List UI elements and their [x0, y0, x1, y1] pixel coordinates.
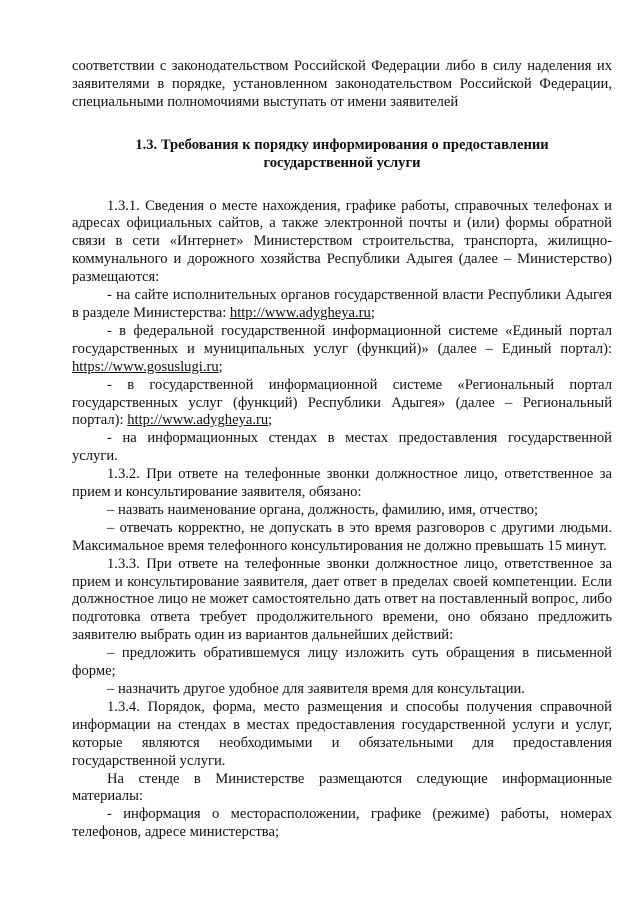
paragraph-1-3-3-item-a: – предложить обратившемуся лицу изложить суть обращения в письменной форме;	[72, 645, 612, 680]
bullet-info-stands: - на информационных стендах в местах предоставления государственной услуги.	[72, 430, 612, 465]
paragraph-1-3-2: 1.3.2. При ответе на телефонные звонки должностное лицо, ответственное за прием и консультирование заявителя, обязано:	[72, 466, 612, 501]
paragraph-1-3-2-item-b: – отвечать корректно, не допускать в это время разговоров с другими людьми. Максимальное время телефонного консультирования не должно превышать 15 минут.	[72, 519, 612, 554]
paragraph-1-3-2-item-a: – назвать наименование органа, должность, фамилию, имя, отчество;	[107, 501, 539, 518]
document-body	[72, 58, 612, 842]
section-heading-line-2: государственной услуги	[263, 154, 421, 171]
adygheya-link[interactable]: http://www.adygheya.ru	[229, 304, 371, 321]
bullet-text: - в государственной информационной системе «Региональный портал государственных услуг (функций) Республики Адыгея» (далее – Региональный портал):	[72, 376, 612, 429]
gosuslugi-link[interactable]: https://www.gosuslugi.ru	[72, 358, 219, 375]
section-heading	[112, 137, 572, 173]
bullet-text: - в федеральной государственной информационной системе «Единый портал государственных и муниципальных услуг (функций)» (далее – Единый портал):	[72, 322, 612, 357]
bullet-federal-portal	[72, 323, 612, 377]
paragraph-stand-item-a: - информация о месторасположении, графике (режиме) работы, номерах телефонов, адресе министерства;	[72, 806, 612, 841]
bullet-regional-site	[72, 287, 612, 323]
regional-portal-link[interactable]: http://www.adygheya.ru	[127, 412, 269, 429]
bullet-tail: ;	[268, 412, 273, 429]
paragraph-stand: На стенде в Министерстве размещаются следующие информационные материалы:	[72, 770, 612, 805]
bullet-tail: ;	[370, 304, 375, 321]
bullet-tail: ;	[218, 358, 223, 375]
bullet-text: - на сайте исполнительных органов государственной власти Республики Адыгея в разделе Министерства:	[72, 287, 612, 321]
paragraph-1-3-1: 1.3.1. Сведения о месте нахождения, графике работы, справочных телефонах и адресах официальных сайтов, а также электронной почты и (или) формы обратной связи в сети «Интернет» Министерством строительства, транспорта, жилищно-коммунального и дорожного хозяйства Республики Адыгея (далее – Министерство) размещаются:	[72, 197, 612, 286]
paragraph-1-3-3-item-b: – назначить другое удобное для заявителя время для консультации.	[107, 681, 525, 697]
paragraph-1-3-4: 1.3.4. Порядок, форма, место размещения и способы получения справочной информации на стендах в местах предоставления государственной услуги и услуг, которые являются необходимыми и обязательными для предоставления государственной услуги.	[72, 698, 612, 769]
section-heading-line-1: 1.3. Требования к порядку информирования о предоставлении	[135, 136, 549, 153]
intro-paragraph: соответствии с законодательством Российской Федерации либо в силу наделения их заявителями в порядке, установленном законодательством Российской Федерации, специальными полномочиями выступать от имени заявителей	[72, 58, 612, 110]
paragraph-1-3-3: 1.3.3. При ответе на телефонные звонки должностное лицо, ответственное за прием и консультирование заявителя, дает ответ в пределах своей компетенции. Если должностное лицо не может самостоятельно дать ответ на поставленный вопрос, либо подготовка ответа требует продолжительного времени, оно обязано предложить заявителю выбрать один из вариантов дальнейших действий:	[72, 555, 612, 644]
bullet-regional-portal	[72, 377, 612, 431]
